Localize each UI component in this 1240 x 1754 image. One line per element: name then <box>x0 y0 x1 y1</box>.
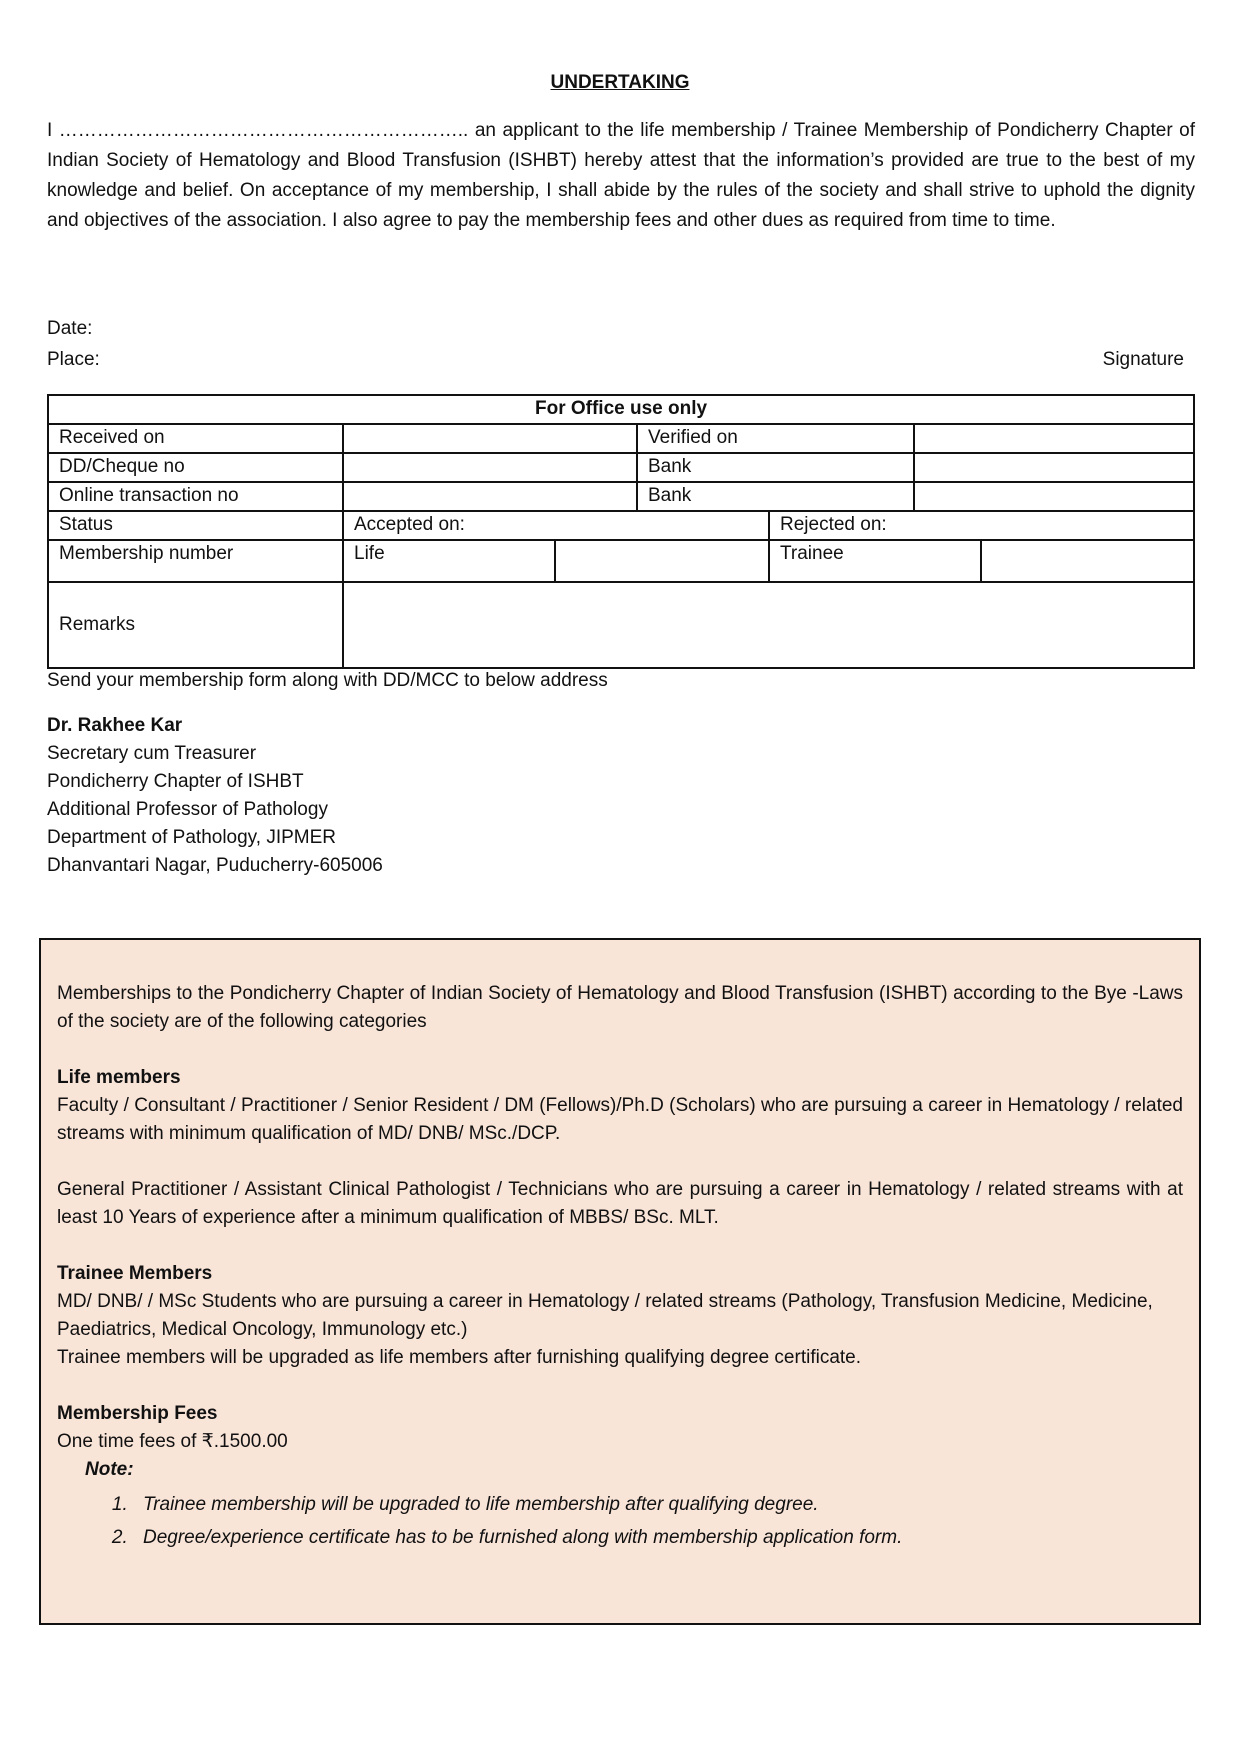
address-block <box>47 712 383 880</box>
accepted-on-field[interactable]: Accepted on: <box>343 511 769 540</box>
address-line: Secretary cum Treasurer <box>47 743 257 764</box>
online-transaction-field[interactable] <box>343 482 637 511</box>
received-on-label: Received on <box>48 424 343 453</box>
send-instruction: Send your membership form along with DD/MCC to below address <box>47 670 608 691</box>
trainee-number-field[interactable] <box>981 540 1194 582</box>
addressee-name: Dr. Rakhee Kar <box>47 715 183 736</box>
table-row <box>48 482 1194 511</box>
signature-label: Signature <box>1102 349 1184 370</box>
dd-cheque-label: DD/Cheque no <box>48 453 343 482</box>
dd-cheque-field[interactable] <box>343 453 637 482</box>
status-label: Status <box>48 511 343 540</box>
office-use-table <box>47 394 1195 669</box>
note-label: Note: <box>85 1459 134 1480</box>
online-transaction-label: Online transaction no <box>48 482 343 511</box>
trainee-label: Trainee <box>769 540 981 582</box>
page-title: UNDERTAKING <box>550 72 690 93</box>
remarks-field[interactable] <box>343 582 1194 668</box>
membership-fees-text: One time fees of ₹.1500.00 <box>57 1431 288 1452</box>
notes-list <box>57 1488 1183 1554</box>
remarks-label: Remarks <box>48 582 343 668</box>
verified-on-label: Verified on <box>637 424 914 453</box>
address-line: Dhanvantari Nagar, Puducherry-605006 <box>47 855 383 876</box>
address-line: Department of Pathology, JIPMER <box>47 827 336 848</box>
membership-info-box <box>39 938 1201 1625</box>
membership-fees-heading: Membership Fees <box>57 1403 218 1424</box>
trainee-members-text-1: MD/ DNB/ / MSc Students who are pursuing a career in Hematology / related streams (Pathology, Transfusion Medicine, Medicine, Paediatrics, Medical Oncology, Immunology etc.) <box>57 1291 1153 1340</box>
received-on-field[interactable] <box>343 424 637 453</box>
life-number-field[interactable] <box>555 540 769 582</box>
undertaking-paragraph: I ……………………………………………………….. an applicant to the life membership / Trainee Membership of Pondicherry Chapter of Indian Society of Hematology and Blood Transfusion (ISHBT) hereby attest that the information’s provided are true to the best of my knowledge and belief. On acceptance of my membership, I shall abide by the rules of the society and shall strive to uphold the dignity and objectives of the association. I also agree to pay the membership fees and other dues as required from time to time. <box>47 120 1195 231</box>
life-members-heading: Life members <box>57 1067 181 1088</box>
table-row <box>48 511 1194 540</box>
trainee-members-text-2: Trainee members will be upgraded as life members after furnishing qualifying degree certificate. <box>57 1347 862 1368</box>
life-label: Life <box>343 540 555 582</box>
trainee-members-heading: Trainee Members <box>57 1263 213 1284</box>
intro-text: Memberships to the Pondicherry Chapter of Indian Society of Hematology and Blood Transfusion (ISHBT) according to the Bye -Laws of the society are of the following categories <box>57 983 1183 1032</box>
address-line: Pondicherry Chapter of ISHBT <box>47 771 304 792</box>
life-members-text-2: General Practitioner / Assistant Clinical Pathologist / Technicians who are pursuing a career in Hematology / related streams with at least 10 Years of experience after a minimum qualification of MBBS/ BSc. MLT. <box>57 1179 1183 1228</box>
office-table-header: For Office use only <box>48 395 1194 424</box>
bank-label-2: Bank <box>637 482 914 511</box>
table-row <box>48 540 1194 582</box>
life-members-text-1: Faculty / Consultant / Practitioner / Senior Resident / DM (Fellows)/Ph.D (Scholars) who are pursuing a career in Hematology / related streams with minimum qualification of MD/ DNB/ MSc./DCP. <box>57 1095 1183 1144</box>
membership-number-label: Membership number <box>48 540 343 582</box>
verified-on-field[interactable] <box>914 424 1194 453</box>
bank-label: Bank <box>637 453 914 482</box>
date-label: Date: <box>47 318 93 339</box>
table-row <box>48 424 1194 453</box>
note-item: 1. Trainee membership will be upgraded to life membership after qualifying degree. <box>133 1488 1183 1521</box>
note-item: 2. Degree/experience certificate has to be furnished along with membership application form. <box>133 1521 1183 1554</box>
place-label: Place: <box>47 349 100 370</box>
rejected-on-field[interactable]: Rejected on: <box>769 511 1194 540</box>
table-row <box>48 453 1194 482</box>
bank-field-2[interactable] <box>914 482 1194 511</box>
table-row <box>48 582 1194 668</box>
address-line: Additional Professor of Pathology <box>47 799 328 820</box>
bank-field[interactable] <box>914 453 1194 482</box>
